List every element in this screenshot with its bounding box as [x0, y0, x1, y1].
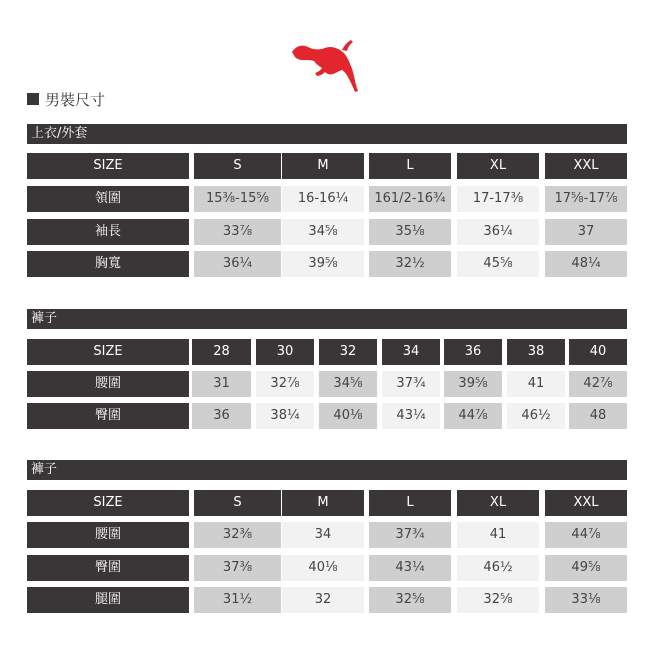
measurement-value: 32⅝ — [369, 587, 451, 613]
measurement-value: 46½ — [507, 403, 565, 429]
measurement-value: 41 — [457, 522, 539, 548]
size-header-label: SIZE — [27, 339, 189, 365]
measurement-value: 43¼ — [382, 403, 440, 429]
size-header-cell: XXL — [545, 490, 627, 516]
measurement-value: 16-16¼ — [282, 186, 364, 212]
size-header-cell: S — [194, 153, 281, 179]
measurement-value: 37¾ — [382, 371, 440, 397]
size-header-cell: L — [369, 153, 451, 179]
measurement-value: 48¼ — [545, 251, 627, 277]
size-header-cell: M — [282, 153, 364, 179]
measurement-label: 臀圍 — [27, 403, 189, 429]
section-header-pants-numeric: 褲子 — [27, 309, 627, 329]
size-header-cell: XL — [457, 153, 539, 179]
measurement-value: 32⅝ — [457, 587, 539, 613]
measurement-value: 31 — [192, 371, 251, 397]
size-header-cell: L — [369, 490, 451, 516]
size-header-cell: 38 — [507, 339, 565, 365]
measurement-value: 44⅞ — [444, 403, 502, 429]
measurement-value: 45⅝ — [457, 251, 539, 277]
measurement-value: 37 — [545, 219, 627, 245]
measurement-value: 31½ — [194, 587, 281, 613]
measurement-value: 42⅞ — [569, 371, 627, 397]
size-header-cell: XXL — [545, 153, 627, 179]
size-header-cell: 30 — [256, 339, 314, 365]
measurement-value: 161/2-16¾ — [369, 186, 451, 212]
measurement-label: 袖長 — [27, 219, 189, 245]
measurement-value: 36¼ — [457, 219, 539, 245]
measurement-value: 38¼ — [256, 403, 314, 429]
size-header-cell: 34 — [382, 339, 440, 365]
size-header-label: SIZE — [27, 153, 189, 179]
measurement-value: 40⅛ — [319, 403, 377, 429]
page-title: 男裝尺寸 — [45, 90, 106, 109]
size-header-cell: XL — [457, 490, 539, 516]
measurement-label: 腰圍 — [27, 522, 189, 548]
section-header-tops: 上衣/外套 — [27, 124, 627, 144]
page-title-row — [27, 89, 105, 109]
size-header-label: SIZE — [27, 490, 189, 516]
measurement-value: 34⅝ — [282, 219, 364, 245]
size-header-cell: 28 — [192, 339, 251, 365]
measurement-value: 37⅜ — [194, 555, 281, 581]
measurement-value: 33⅞ — [194, 219, 281, 245]
measurement-label: 胸寬 — [27, 251, 189, 277]
size-header-cell: 36 — [444, 339, 502, 365]
measurement-value: 32⅜ — [194, 522, 281, 548]
size-header-cell: 40 — [569, 339, 627, 365]
title-square-icon — [27, 93, 39, 105]
measurement-value: 37¾ — [369, 522, 451, 548]
section-header-pants-letter: 褲子 — [27, 460, 627, 480]
measurement-value: 43¼ — [369, 555, 451, 581]
size-header-cell: 32 — [319, 339, 377, 365]
measurement-label: 腿圍 — [27, 587, 189, 613]
measurement-value: 46½ — [457, 555, 539, 581]
measurement-value: 15⅜-15⅝ — [194, 186, 281, 212]
measurement-value: 39⅝ — [444, 371, 502, 397]
measurement-value: 36 — [192, 403, 251, 429]
measurement-value: 34 — [282, 522, 364, 548]
measurement-value: 48 — [569, 403, 627, 429]
size-header-cell: S — [194, 490, 281, 516]
measurement-label: 臀圍 — [27, 555, 189, 581]
measurement-value: 36¼ — [194, 251, 281, 277]
measurement-value: 35⅛ — [369, 219, 451, 245]
measurement-label: 腰圍 — [27, 371, 189, 397]
measurement-value: 17-17⅜ — [457, 186, 539, 212]
puma-cat-logo-icon — [290, 38, 362, 94]
measurement-value: 32 — [282, 587, 364, 613]
measurement-value: 49⅝ — [545, 555, 627, 581]
measurement-value: 32⅞ — [256, 371, 314, 397]
measurement-label: 領圍 — [27, 186, 189, 212]
measurement-value: 17⅝-17⅞ — [545, 186, 627, 212]
measurement-value: 44⅞ — [545, 522, 627, 548]
measurement-value: 41 — [507, 371, 565, 397]
measurement-value: 33⅛ — [545, 587, 627, 613]
measurement-value: 39⅝ — [282, 251, 364, 277]
size-header-cell: M — [282, 490, 364, 516]
measurement-value: 40⅛ — [282, 555, 364, 581]
measurement-value: 32½ — [369, 251, 451, 277]
measurement-value: 34⅝ — [319, 371, 377, 397]
